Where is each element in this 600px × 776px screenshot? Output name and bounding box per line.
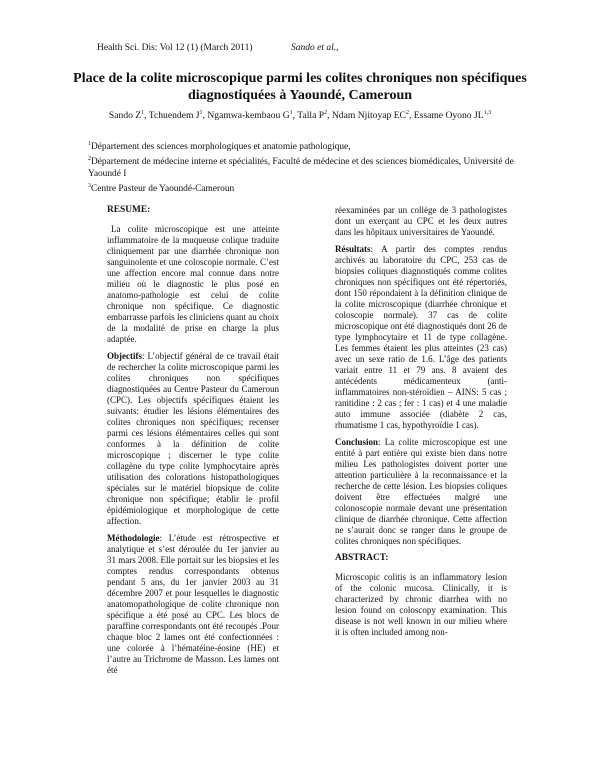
author: Sando $Z^1$ bbox=[108, 110, 145, 122]
article-title: Place de la colite microscopique parmi les colites chroniques non spécifiques diagnostiquées à Yaoundé, Cameroun bbox=[73, 71, 527, 103]
author: Talla $P^2$ bbox=[297, 110, 328, 122]
author-list: Sando $Z^1$, Tchuendem $J^1$, Ngamwa-kembaou $G^1$, Talla $P^2$, Ndam Njitoyap $EC^2$, Essame Oyono JL$^{1,3}$ bbox=[108, 110, 492, 122]
affiliation: $^2$Département de médecine interne et spécialités, Faculté de médecine et des sciences biomédicales, Université de Yaoundé I bbox=[88, 156, 514, 180]
right-column bbox=[335, 205, 507, 644]
conclusion-paragraph: Conclusion: La colite microscopique est une entité à part entière qui existe bien dans notre milieu Les pathologistes doivent porter une attention particulière à la reconnaissance et la recherche de cette lésion. Les biopsies coliques doivent être effectuées malgré une colonoscopie normale devant une présentation clinique de diarrhée chronique. Cette affection ne s’aurait donc se ranger dans le groupe de colites chroniques non spécifiques. bbox=[335, 437, 507, 546]
objectifs-paragraph: Objectifs: L’objectif général de ce travail était de rechercher la colite microscopique parmi les colites chroniques non spécifiques diagnostiquées au Centre Pasteur du Cameroun (CPC). Les objectifs spécifiques étaient les suivants: étudier les lésions élémentaires des colites chroniques non spécifiques; recenser parmi ces lésions élémentaires celles qui sont conformes à la définition de colite microscopique ; discerner le type colite collagène du type colite lymphocytaire après utilisation des colorations histopathologiques spéciales sur le matériel biopsique de colite chronique non spécifique; établir le profil épidémiologique et morphologique de cette affection. bbox=[107, 351, 279, 526]
abstract-heading: ABSTRACT: bbox=[335, 553, 389, 563]
affiliation: $^3$Centre Pasteur de Yaoundé-Cameroun bbox=[88, 183, 235, 195]
resultats-paragraph: Résultats: A partir des comptes rendus archivés au laboratoire du CPC, 253 cas de biopsies coliques diagnostiqués comme colites chroniques non spécifiques ont été répertoriés, dont 150 répondaient à la définition clinique de la colite microscopique (diarrhée chronique et coloscopie normale). 37 cas de colite microscopique ont été diagnostiqués dont 26 de type lymphocytaire et 11 de type collagène. Les femmes étaient les plus atteintes (23 cas) avec un sexe ratio de 1.6. L’âge des patients variait entre 11 et 79 ans. 8 avaient des antécédents médicamenteux (anti-inflammatoires non-stéroïdien – AINS: 5 cas ; ranitidine : 2 cas ; fer : 1 cas) et 4 une maladie auto immune associée (diabète 2 cas, rhumatisme 1 cas, hypothyroïdie 1 cas). bbox=[335, 244, 507, 430]
author: Ndam Njitoyap $EC^2$ bbox=[331, 110, 409, 122]
affiliations bbox=[88, 138, 548, 195]
methodologie-continued: réexaminées par un collège de 3 pathologistes dont un exerçant au CPC et les deux autres dans les hôpitaux universitaires de Yaoundé. bbox=[335, 205, 507, 237]
author: Essame Oyono JL$^{1,3}$ bbox=[413, 110, 492, 122]
abstract-text: Microscopic colitis is an inflammatory lesion of the colonic mucosa. Clinically, it is characterized by chronic diarrhea with no lesion found on coloscopy examination. This disease is not well known in our milieu where it is often included among non- bbox=[335, 572, 507, 637]
resume-heading: RESUME: bbox=[107, 205, 151, 215]
author: Tchuendem $J^1$ bbox=[148, 110, 203, 122]
affiliation: $^1$Département des sciences morphologiques et anatomie pathologique, bbox=[88, 141, 351, 153]
journal-citation: Health Sci. Dis: Vol 12 (1) (March 2011) bbox=[97, 43, 253, 53]
running-authors: Sando et al., bbox=[291, 43, 339, 53]
left-column bbox=[107, 205, 279, 682]
author: Ngamwa-kembaou $G^1$ bbox=[207, 110, 293, 122]
running-head bbox=[97, 43, 339, 53]
methodologie-paragraph: Méthodologie: L’étude est rétrospective et analytique et s’est déroulée du 1er janvier au 31 mars 2008. Elle portait sur les biopsies et les comptes rendus correspondants obtenus pendant 5 ans, du 1er janvier 2003 au 31 décembre 2007 et pour lesquelles le diagnostic anatomopathologique de colite chronique non spécifique a été posé au CPC. Les blocs de paraffine correspondants ont été recoupés .Pour chaque bloc 2 lames ont été confectionnées : une colorée à l’hématéine-éosine (HE) et l’autre au Trichrome de Masson. Les lames ont été bbox=[107, 533, 279, 675]
resume-intro: La colite microscopique est une atteinte inflammatoire de la muqueuse colique traduite cliniquement par une diarrhée chronique non sanguinolente et une coloscopie normale. C’est une affection encore mal connue dans notre milieu où le diagnostic le plus posé en anatomo-pathologie est celui de colite chronique non spécifique. Ce diagnostic embarrasse parfois les cliniciens quant au choix de la modalité de prise en charge la plus adaptée. bbox=[107, 224, 279, 344]
